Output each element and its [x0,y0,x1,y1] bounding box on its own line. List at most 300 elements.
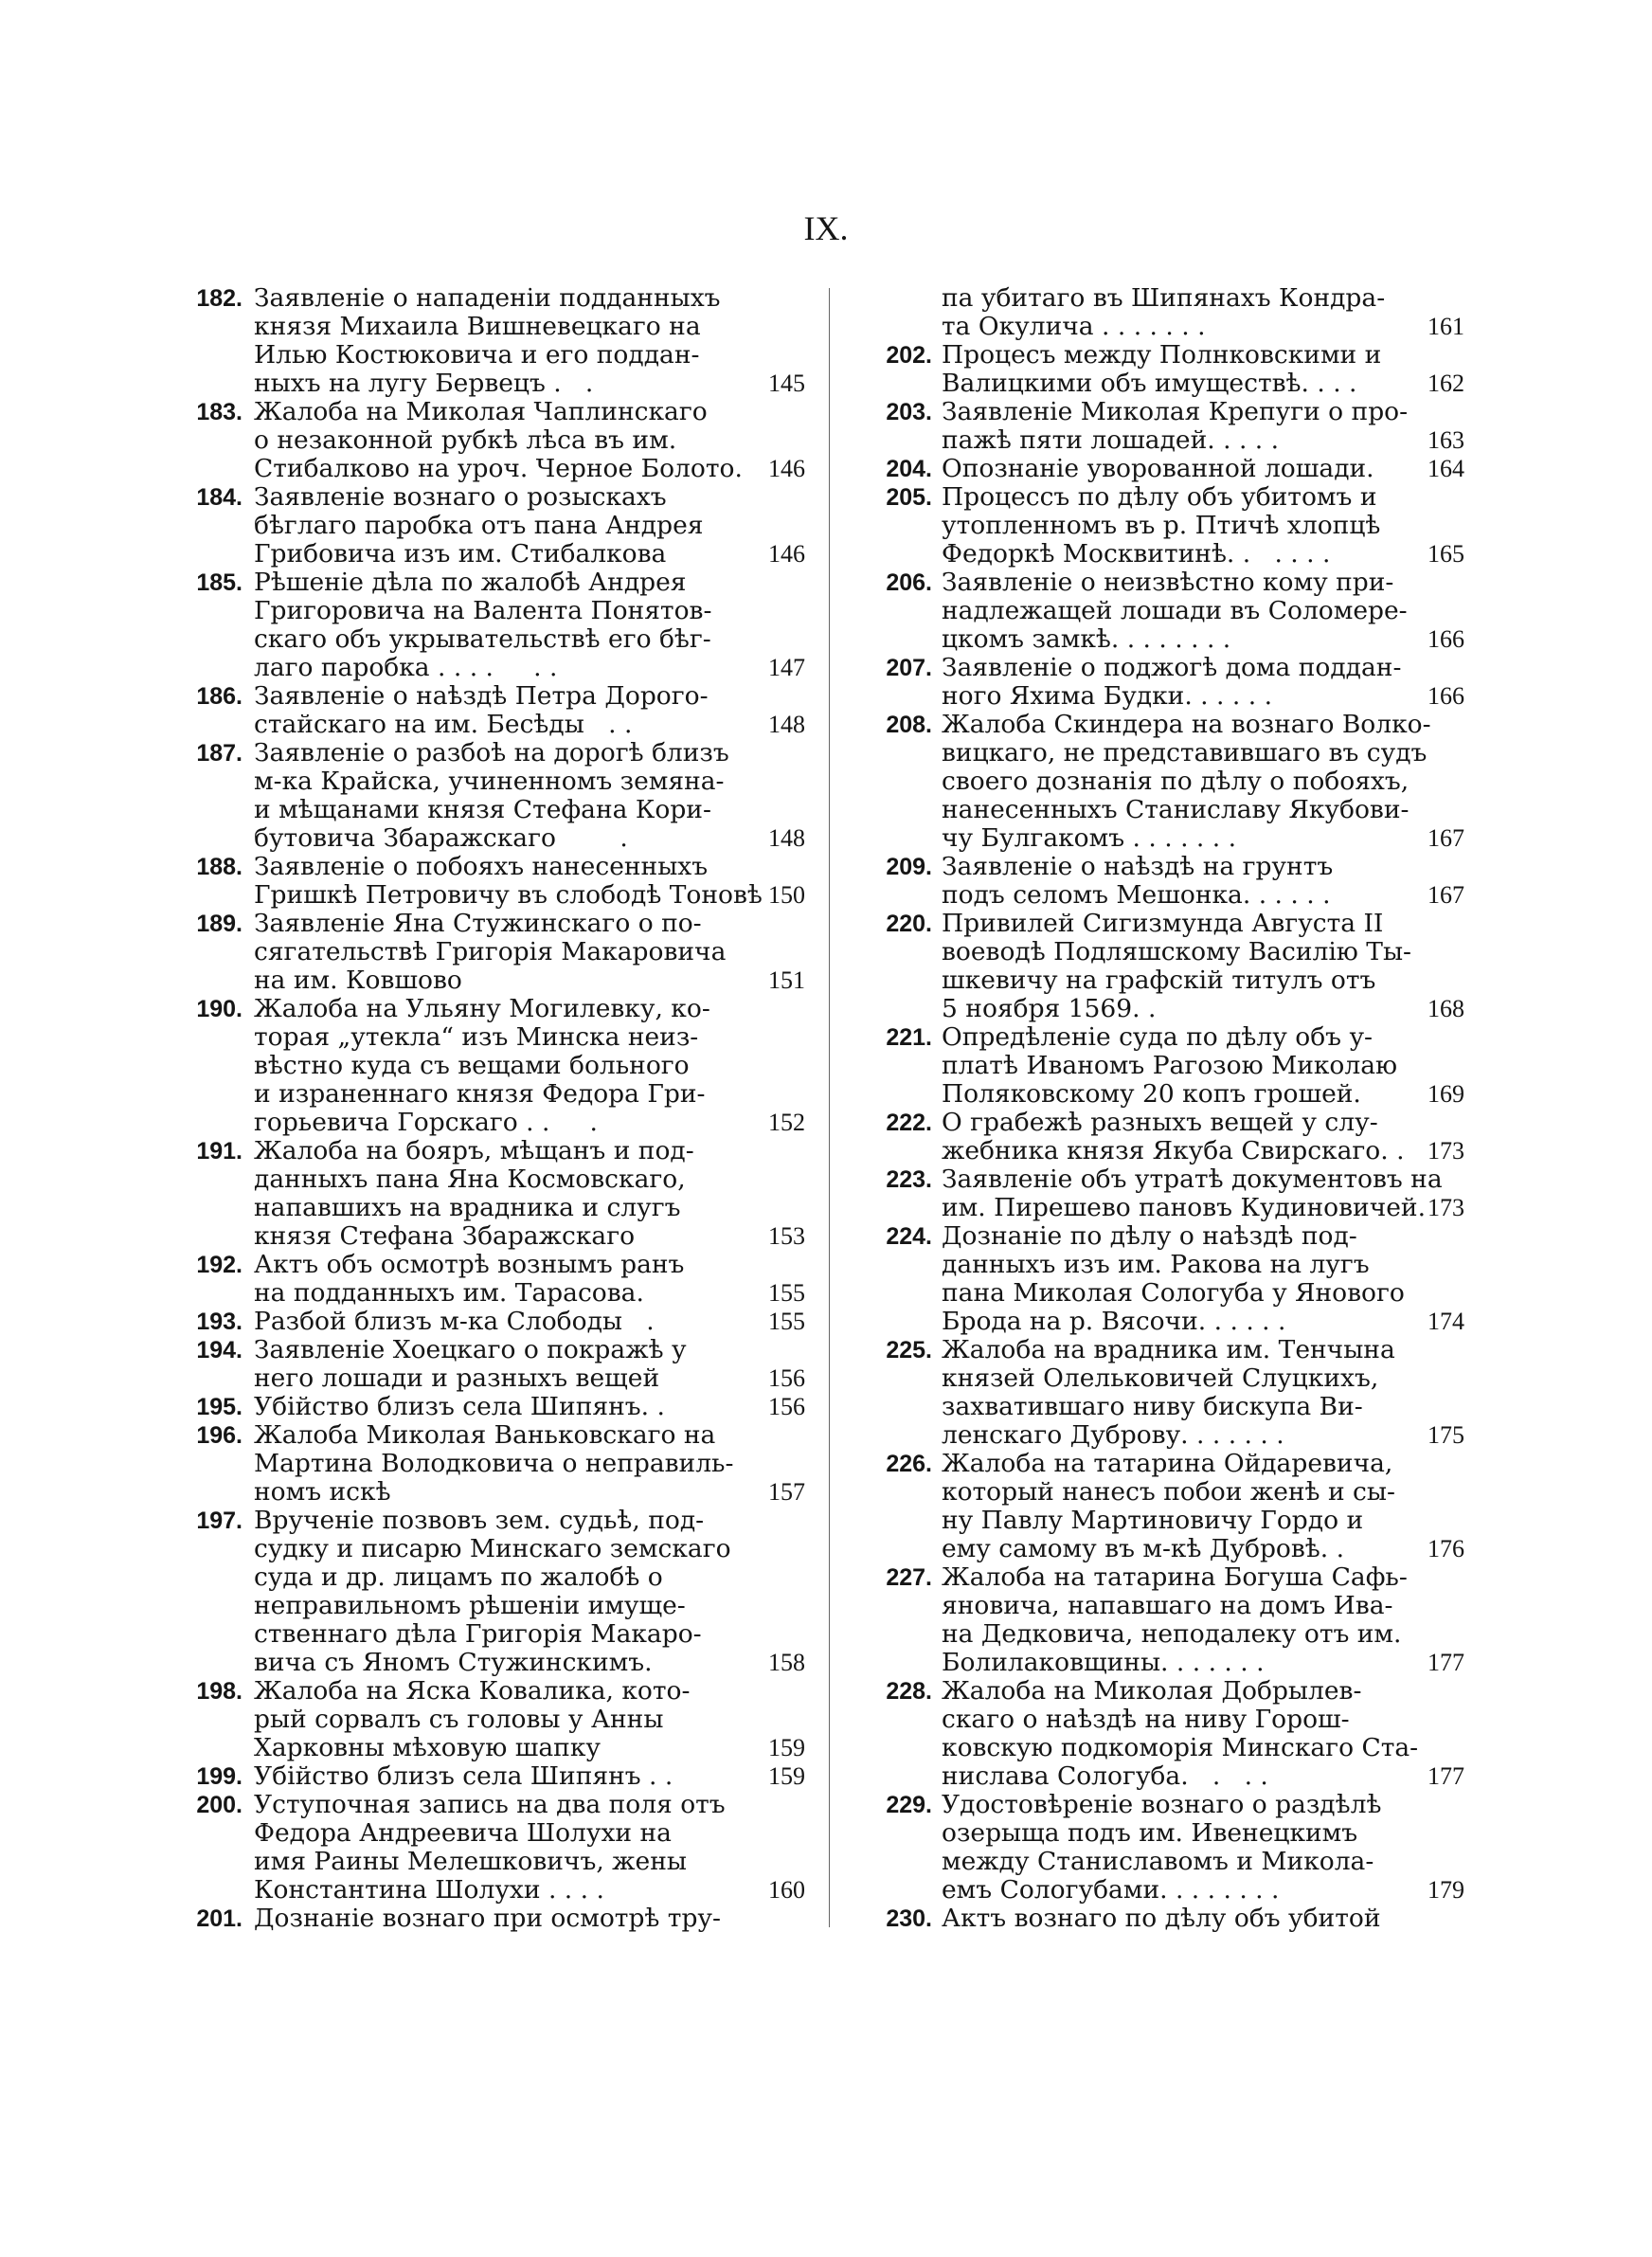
entry-text: Федоркѣ Москвитинѣ. . . . . . [942,539,1331,569]
page-ref: 176 [1428,1535,1464,1562]
entry-text-line [254,1677,805,1706]
entry-number: 206. [886,569,932,596]
entry-text-line [254,1478,805,1507]
entry-text-line [942,767,1464,796]
entry-text: Заявленіе о наѣздѣ Петра Дорого- [254,681,709,711]
entry-text-line [942,1109,1464,1137]
entry-text: Заявленіе Миколая Крепуги о про- [942,397,1409,426]
entry-text: Заявленіе о поджогѣ дома поддан- [942,653,1402,682]
entry-number: 208. [886,712,932,738]
entry-text-line [942,1251,1464,1279]
entry-number: 205. [886,484,932,511]
entry-text: О грабежѣ разныхъ вещей у слу- [942,1108,1378,1137]
entry-number: 185. [196,569,242,596]
page-ref: 155 [768,1279,805,1307]
entry-text: платѣ Иваномъ Рагозою Миколаю [942,1051,1398,1080]
entry-number: 192. [196,1252,242,1278]
toc-entry [853,1222,1464,1336]
entry-text-line [942,824,1464,853]
entry-text-line [942,1478,1464,1507]
toc-entry [853,853,1464,910]
toc-entry [172,1421,805,1507]
entry-text: номъ искѣ [254,1477,391,1507]
toc-entry [172,995,805,1137]
toc-entry [172,739,805,853]
entry-text: Федора Андреевича Шолухи на [254,1818,672,1848]
entry-text-line [254,1535,805,1563]
entry-text-line [942,1450,1464,1478]
entry-text-line [254,540,805,569]
entry-text: Актъ вознаго по дѣлу объ убитой [942,1904,1381,1933]
page-ref: 145 [768,370,805,397]
entry-text-line [254,483,805,512]
entry-text-line [254,1791,805,1819]
entry-text-line [942,995,1464,1023]
entry-text-line [254,1052,805,1080]
entry-text: о незаконной рубкѣ лѣса въ им. [254,425,677,455]
entry-text-line [942,1165,1464,1194]
entry-text-line [942,1023,1464,1052]
entry-number: 196. [196,1422,242,1449]
entry-text: цкомъ замкѣ. . . . . . . . [942,624,1231,654]
page-ref: 174 [1428,1308,1464,1335]
toc-entry [172,1308,805,1336]
entry-text: который нанесъ побои женѣ и сы- [942,1477,1395,1507]
entry-text: Убійство близъ села Шипянъ . . [254,1761,673,1791]
entry-text: Заявленіе о нападеніи подданныхъ [254,283,721,313]
entry-text-line [942,483,1464,512]
entry-text-line [254,1762,805,1791]
entry-text: озерыща подъ им. Ивенецкимъ [942,1818,1358,1848]
page-ref: 164 [1428,455,1464,482]
toc-entry [853,1165,1464,1222]
entry-text: та Окулича . . . . . . . [942,312,1206,341]
entry-text-line [254,1876,805,1905]
entry-text-line [942,881,1464,910]
entry-text: напавшихъ на врадника и слугъ [254,1193,681,1222]
entry-number: 228. [886,1678,932,1705]
entry-text-line [254,1023,805,1052]
entry-text-line [942,341,1464,370]
entry-text-line [254,1706,805,1734]
entry-text-line [942,398,1464,426]
entry-text: шкевичу на графскій титулъ отъ [942,966,1376,995]
toc-entry [172,1251,805,1308]
page-ref: 156 [768,1364,805,1392]
entry-text-line [254,938,805,966]
toc-entry [853,1450,1464,1563]
entry-text: князя Михаила Вишневецкаго на [254,312,701,341]
entry-text: суда и др. лицамъ по жалобѣ о [254,1562,663,1592]
entry-text: Удостовѣреніе вознаго о раздѣлѣ [942,1790,1382,1819]
entry-text: Процесъ между Полнковскими и [942,340,1382,370]
toc-entry [853,455,1464,483]
entry-text: ленскаго Дуброву. . . . . . . [942,1420,1284,1450]
entry-text: вича съ Яномъ Стужинскимъ. [254,1648,653,1677]
page-ref: 146 [768,540,805,568]
entry-text-line [942,426,1464,455]
entry-text-line [942,1308,1464,1336]
toc-entry [853,1023,1464,1109]
page-ref: 148 [768,711,805,738]
entry-text: ковскую подкоморія Минскаго Ста- [942,1733,1419,1762]
entry-text-line [942,370,1464,398]
entry-text-line [254,1507,805,1535]
entry-text: подъ селомъ Мешонка. . . . . . [942,880,1331,910]
toc-entry [853,1109,1464,1165]
entry-text: Жалоба Миколая Ваньковскаго на [254,1420,716,1450]
entry-text-line [942,938,1464,966]
entry-text-line [942,1393,1464,1421]
entry-text: Привилей Сигизмунда Августа II [942,909,1384,938]
entry-text: емъ Сологубами. . . . . . . . [942,1875,1280,1905]
entry-number: 189. [196,911,242,937]
entry-text: м-ка Крайска, учиненномъ земяна- [254,767,725,796]
entry-text: стайскаго на им. Бесѣды . . [254,710,633,739]
entry-text: Жалоба на Ульяну Могилевку, ко- [254,994,710,1023]
toc-entry [172,1762,805,1791]
entry-text: бѣглаго паробка отъ пана Андрея [254,511,704,540]
entry-text: Поляковскому 20 копъ грошей. [942,1079,1361,1109]
entry-text: Рѣшеніе дѣла по жалобѣ Андрея [254,568,687,597]
page-number: IX. [803,209,849,247]
page-ref: 155 [768,1308,805,1335]
right-column [853,284,1464,1933]
entry-number: 202. [886,342,932,369]
entry-text-line [254,398,805,426]
toc-entry [172,1905,805,1933]
entry-text: 5 ноября 1569. . [942,994,1157,1023]
entry-text-line [942,1563,1464,1592]
entry-text: Убійство близъ села Шипянъ. . [254,1392,665,1421]
entry-text-line [942,284,1464,313]
entry-text: Опредѣленіе суда по дѣлу объ у- [942,1022,1373,1052]
entry-text-line [942,1649,1464,1677]
entry-text: Процессъ по дѣлу объ убитомъ и [942,482,1377,512]
entry-text: Жалоба на татарина Ойдаревича, [942,1449,1393,1478]
page-ref: 159 [768,1734,805,1761]
entry-text-line [254,1137,805,1165]
entry-text-line [254,1734,805,1762]
toc-entry [172,1137,805,1251]
entry-text-line [254,1251,805,1279]
column-divider [829,288,830,1927]
toc-entry [853,398,1464,455]
entry-text: сягательствѣ Григорія Макаровича [254,937,727,966]
toc-entry [172,910,805,995]
entry-number: 184. [196,484,242,511]
entry-text: на подданныхъ им. Тарасова. [254,1278,644,1308]
entry-text: лаго паробка . . . . . . [254,653,558,682]
entry-text-line [254,512,805,540]
toc-entry [853,711,1464,853]
entry-text-line [942,1194,1464,1222]
entry-text-line [254,796,805,824]
page-ref: 152 [768,1109,805,1136]
page-ref: 157 [768,1478,805,1506]
entry-number: 201. [196,1905,242,1932]
entry-number: 199. [196,1763,242,1790]
entry-text: Врученіе позвовъ зем. судьѣ, под- [254,1506,705,1535]
entry-text-line [942,1791,1464,1819]
entry-text: им. Пирешево пановъ Кудиновичей. [942,1193,1427,1222]
entry-text-line [942,966,1464,995]
entry-text-line [942,1507,1464,1535]
page-ref: 147 [768,654,805,681]
entry-text-line [254,1364,805,1393]
entry-text-line [942,455,1464,483]
entry-text-line [254,284,805,313]
page-ref: 151 [768,966,805,994]
entry-text-line [254,597,805,625]
left-column [172,284,805,1933]
entry-number: 203. [886,399,932,425]
entry-number: 222. [886,1110,932,1136]
entry-text: Уступочная запись на два поля отъ [254,1790,726,1819]
entry-text-line [254,625,805,654]
entry-text-line [942,540,1464,569]
entry-text-line [942,1706,1464,1734]
entry-text-line [254,1222,805,1251]
entry-number: 226. [886,1451,932,1477]
entry-text: Жалоба Скиндера на вознаго Волко- [942,710,1431,739]
entry-text: яновича, напавшаго на домъ Ива- [942,1591,1393,1620]
entry-text-line [254,1592,805,1620]
entry-text-line [942,796,1464,824]
page-ref: 160 [768,1876,805,1904]
entry-number: 223. [886,1166,932,1193]
entry-text-line [942,1876,1464,1905]
toc-entry [853,569,1464,654]
entry-text-line [254,1080,805,1109]
entry-text: Заявленіе о побояхъ нанесенныхъ [254,852,709,881]
entry-text-line [254,1336,805,1364]
entry-text-line [942,1052,1464,1080]
entry-text: Мартина Володковича о неправиль- [254,1449,734,1478]
entry-number: 204. [886,456,932,482]
entry-text-line [254,910,805,938]
entry-text: торая „утекла“ изъ Минска неиз- [254,1022,699,1052]
entry-text: судку и писарю Минскаго земскаго [254,1534,731,1563]
entry-text: Жалоба на бояръ, мѣщанъ и под- [254,1136,694,1165]
entry-number: 198. [196,1678,242,1705]
entry-text: Заявленіе Яна Стужинскаго о по- [254,909,702,938]
entry-text: своего дознанія по дѣлу о побояхъ, [942,767,1410,796]
entry-number: 194. [196,1337,242,1363]
entry-text: ему самому въ м-кѣ Дубровѣ. . [942,1534,1345,1563]
entry-text-line [942,1279,1464,1308]
entry-text-line [942,1592,1464,1620]
entry-text: па убитаго въ Шипянахъ Кондра- [942,283,1386,313]
entry-text: захватившаго ниву бискупа Ви- [942,1392,1363,1421]
entry-text: ныхъ на лугу Бервецъ . . [254,369,594,398]
entry-text: Харковны мѣховую шапку [254,1733,601,1762]
entry-text-line [942,512,1464,540]
entry-number: 183. [196,399,242,425]
entry-text: и израненнаго князя Федора Гри- [254,1079,706,1109]
toc-entry [172,284,805,398]
entry-number: 190. [196,996,242,1022]
page-ref: 175 [1428,1421,1464,1449]
page-ref: 167 [1428,824,1464,852]
entry-text-line [254,682,805,711]
entry-text-line [254,995,805,1023]
entry-number: 221. [886,1024,932,1051]
entry-number: 229. [886,1792,932,1818]
entry-text: Стибалково на уроч. Черное Болото. [254,454,743,483]
entry-text-line [942,1620,1464,1649]
entry-text-line [254,767,805,796]
entry-text: данныхъ изъ им. Ракова на лугъ [942,1250,1370,1279]
toc-entry [172,853,805,910]
entry-text: Илью Костюковича и его поддан- [254,340,700,370]
page-ref: 150 [768,881,805,909]
page-ref: 148 [768,824,805,852]
entry-text-line [254,455,805,483]
entry-text-line [254,1819,805,1848]
entry-text: пана Миколая Сологуба у Янового [942,1278,1405,1308]
toc-entry [172,483,805,569]
entry-text-line [254,853,805,881]
entry-text: утопленномъ въ р. Птичѣ хлопцѣ [942,511,1381,540]
entry-text-line [254,1848,805,1876]
entry-text: ного Яхима Будки. . . . . . [942,681,1272,711]
entry-text-line [254,341,805,370]
page-ref: 177 [1428,1649,1464,1676]
toc-entry [853,341,1464,398]
toc-entry [853,1677,1464,1791]
entry-text: бутовича Збаражскаго . [254,823,628,853]
page-ref: 166 [1428,625,1464,653]
entry-text-line [942,711,1464,739]
entry-text: Брода на р. Вясочи. . . . . . [942,1307,1286,1336]
entry-text-line [254,313,805,341]
entry-text-line [942,313,1464,341]
page-ref: 153 [768,1222,805,1250]
entry-text-line [254,1194,805,1222]
page-ref: 177 [1428,1762,1464,1790]
toc-entry [853,1791,1464,1905]
entry-text-line [942,1535,1464,1563]
toc-entry [172,1791,805,1905]
entry-text-line [254,739,805,767]
entry-number: 186. [196,683,242,710]
entry-text-line [942,1819,1464,1848]
toc-entry [172,1393,805,1421]
entry-text: Жалоба на врадника им. Тенчына [942,1335,1395,1364]
entry-number: 187. [196,740,242,767]
toc-entry [172,398,805,483]
entry-text-line [254,1905,805,1933]
entry-text: князей Олельковичей Слуцкихъ, [942,1363,1379,1393]
entry-text-line [254,1421,805,1450]
entry-text-line [942,739,1464,767]
entry-text: ственнаго дѣла Григорія Макаро- [254,1619,702,1649]
entry-text: Заявленіе объ утратѣ документовъ на [942,1165,1443,1194]
entry-text: воеводѣ Подляшскому Василію Ты- [942,937,1412,966]
page-ref: 179 [1428,1876,1464,1904]
entry-text-line [254,1450,805,1478]
entry-text-line [254,1109,805,1137]
toc-entry [853,284,1464,341]
toc-entry [853,1563,1464,1677]
entry-text-line [942,1421,1464,1450]
entry-text: пажѣ пяти лошадей. . . . . [942,425,1280,455]
entry-number: 225. [886,1337,932,1363]
entry-text: нанесенныхъ Станиславу Якубови- [942,795,1410,824]
entry-text: ну Павлу Мартиновичу Гордо и [942,1506,1364,1535]
page-ref: 146 [768,455,805,482]
entry-text-line [254,1649,805,1677]
entry-text: него лошади и разныхъ вещей [254,1363,660,1393]
entry-text-line [254,569,805,597]
toc-entry [172,1507,805,1677]
entry-text: Заявленіе о разбоѣ на дорогѣ близъ [254,738,729,767]
entry-text-line [254,1165,805,1194]
entry-number: 182. [196,285,242,312]
entry-text: на им. Ковшово [254,966,462,995]
entry-text: Григоровича на Валента Понятов- [254,596,712,625]
page-ref: 167 [1428,881,1464,909]
entry-text: данныхъ пана Яна Космовскаго, [254,1165,686,1194]
toc-entry [172,682,805,739]
entry-number: 230. [886,1905,932,1932]
toc-entry [172,1677,805,1762]
entry-text-line [254,1279,805,1308]
entry-text-line [942,569,1464,597]
entry-text: вѣстно куда съ вещами больного [254,1051,690,1080]
page-ref: 166 [1428,682,1464,710]
entry-text: рый сорвалъ съ головы у Анны [254,1705,664,1734]
entry-text-line [254,1563,805,1592]
entry-number: 220. [886,911,932,937]
entry-text: вицкаго, не представившаго въ судъ [942,738,1428,767]
entry-text: Жалоба на Яска Ковалика, кото- [254,1676,691,1706]
entry-text-line [942,625,1464,654]
entry-text: Разбой близъ м-ка Слободы . [254,1307,655,1336]
entry-text: Грибовича изъ им. Стибалкова [254,539,667,569]
entry-text-line [254,370,805,398]
entry-text: надлежащей лошади въ Соломере- [942,596,1408,625]
entry-text-line [254,1308,805,1336]
entry-text-line [254,711,805,739]
entry-number: 227. [886,1564,932,1591]
entry-text: между Станиславомъ и Микола- [942,1847,1374,1876]
entry-text-line [942,853,1464,881]
entry-text-line [942,1677,1464,1706]
entry-number: 188. [196,854,242,880]
entry-text-line [942,1848,1464,1876]
entry-text: на Дедковича, неподалеку отъ им. [942,1619,1402,1649]
entry-text-line [942,1905,1464,1933]
entry-text-line [942,1364,1464,1393]
page-ref: 168 [1428,995,1464,1022]
entry-text: Актъ объ осмотрѣ вознымъ ранъ [254,1250,685,1279]
entry-text: имя Раины Мелешковичъ, жены [254,1847,687,1876]
page-ref: 161 [1428,313,1464,340]
page-ref: 173 [1428,1194,1464,1221]
entry-text: скаго объ укрывательствѣ его бѣг- [254,624,711,654]
entry-text-line [942,1336,1464,1364]
entry-text: Гришкѣ Петровичу въ слободѣ Тоновѣ [254,880,763,910]
toc-entry [853,910,1464,1023]
entry-text: Жалоба на татарина Богуша Сафь- [942,1562,1408,1592]
entry-text-line [254,966,805,995]
page-ref: 165 [1428,540,1464,568]
toc-entry [853,483,1464,569]
entry-text: князя Стефана Збаражскаго [254,1221,636,1251]
entry-text: Заявленіе о наѣздѣ на грунтъ [942,852,1334,881]
